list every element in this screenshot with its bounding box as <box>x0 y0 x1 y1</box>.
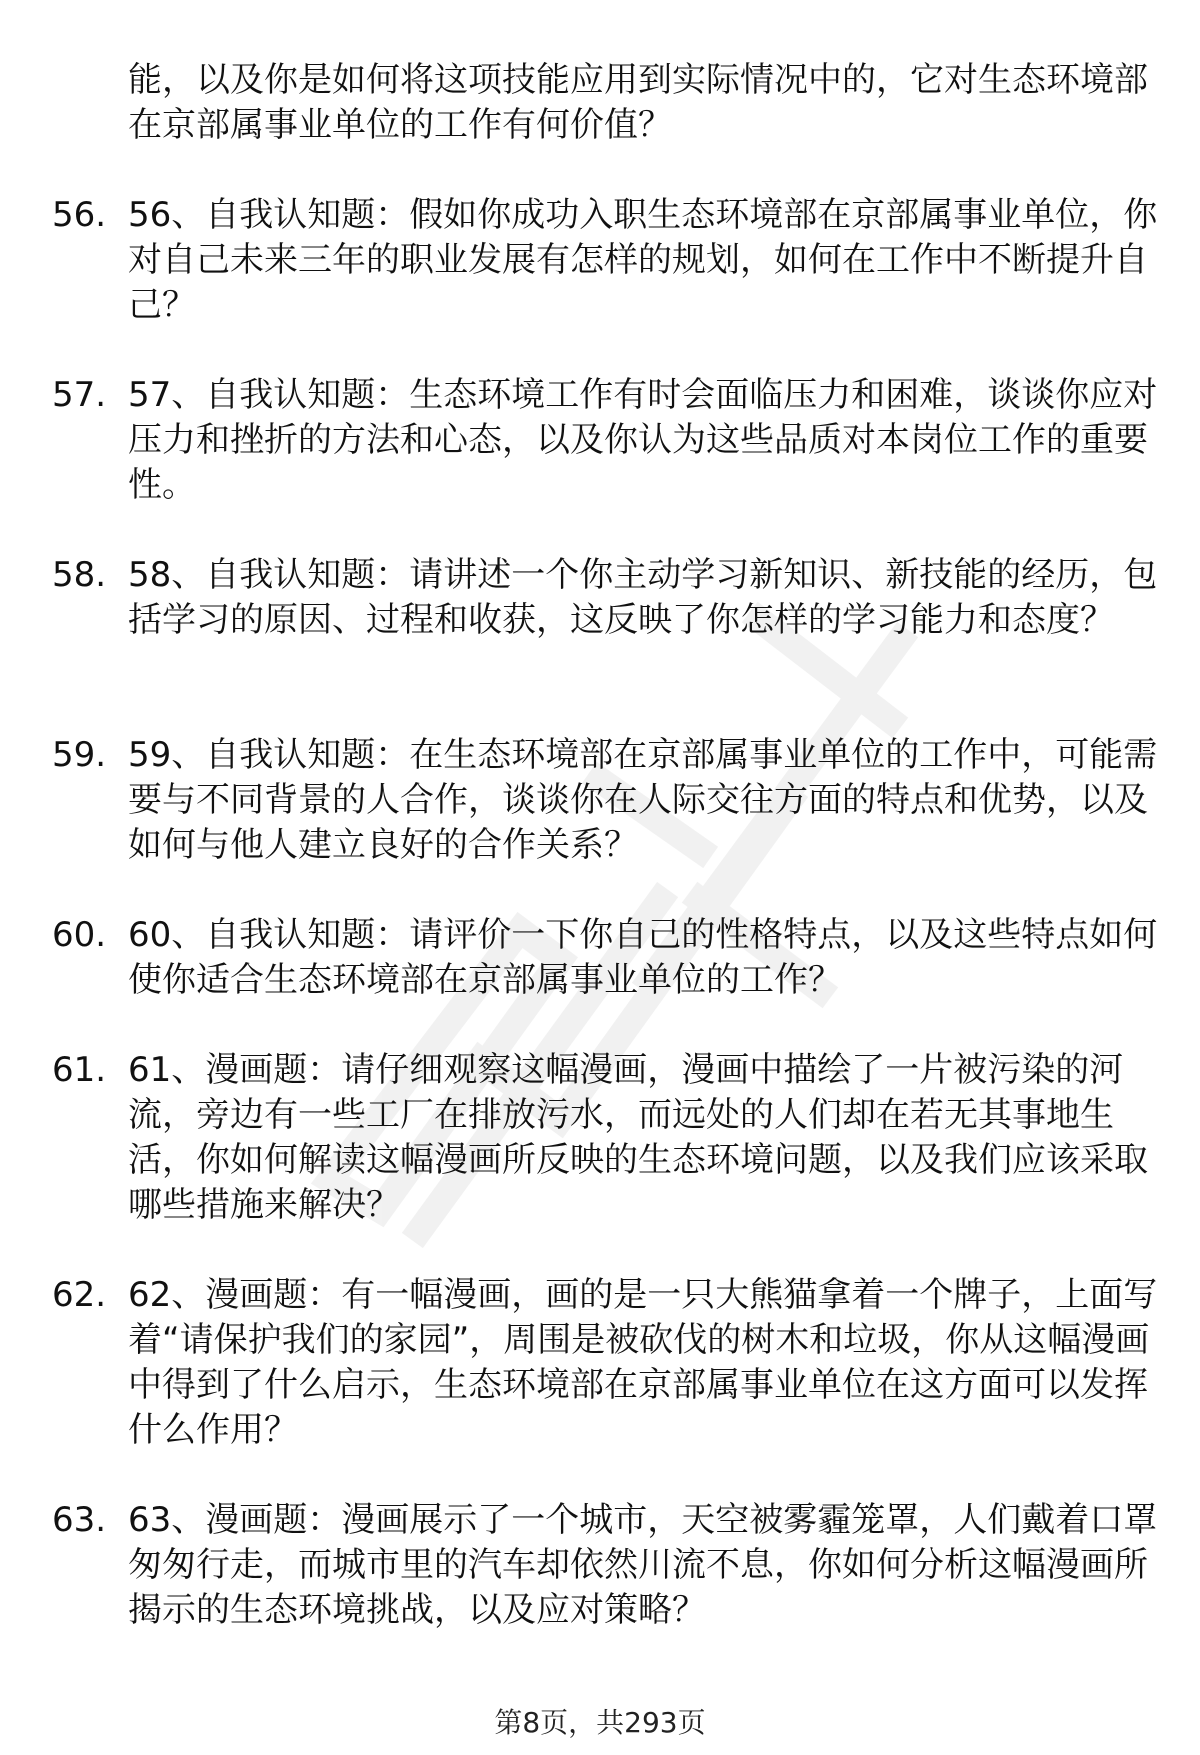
continuation-text: 能，以及你是如何将这项技能应用到实际情况中的，它对生态环境部在京部属事业单位的工作有何价值？ <box>128 60 1148 145</box>
list-number: 58. <box>52 555 107 595</box>
list-number: 61. <box>52 1050 107 1090</box>
list-text: 58、自我认知题：请讲述一个你主动学习新知识、新技能的经历，包括学习的原因、过程和收获，这反映了你怎样的学习能力和态度？ <box>128 555 1158 640</box>
list-number: 56. <box>52 195 107 235</box>
page-footer: 第8页，共293页 <box>494 1706 706 1739</box>
list-text: 62、漫画题：有一幅漫画，画的是一只大熊猫拿着一个牌子，上面写着“请保护我们的家园”，周围是被砍伐的树木和垃圾，你从这幅漫画中得到了什么启示，生态环境部在京部属事业单位在这方面可以发挥什么作用？ <box>128 1275 1158 1450</box>
list-text: 63、漫画题：漫画展示了一个城市，天空被雾霾笼罩，人们戴着口罩匆匆行走，而城市里的汽车却依然川流不息，你如何分析这幅漫画所揭示的生态环境挑战，以及应对策略？ <box>128 1500 1158 1630</box>
list-text: 57、自我认知题：生态环境工作有时会面临压力和困难，谈谈你应对压力和挫折的方法和心态，以及你认为这些品质对本岗位工作的重要性。 <box>128 375 1158 505</box>
list-number: 59. <box>52 735 107 775</box>
list-number: 63. <box>52 1500 107 1540</box>
list-number: 57. <box>52 375 107 415</box>
list-text: 61、漫画题：请仔细观察这幅漫画，漫画中描绘了一片被污染的河流，旁边有一些工厂在排放污水，而远处的人们却在若无其事地生活，你如何解读这幅漫画所反映的生态环境问题，以及我们应该采取哪些措施来解决？ <box>128 1050 1148 1225</box>
list-text: 59、自我认知题：在生态环境部在京部属事业单位的工作中，可能需要与不同背景的人合作，谈谈你在人际交往方面的特点和优势，以及如何与他人建立良好的合作关系？ <box>128 735 1158 865</box>
list-number: 62. <box>52 1275 107 1315</box>
list-text: 60、自我认知题：请评价一下你自己的性格特点，以及这些特点如何使你适合生态环境部在京部属事业单位的工作？ <box>128 915 1158 1000</box>
list-number: 60. <box>52 915 107 955</box>
list-text: 56、自我认知题：假如你成功入职生态环境部在京部属事业单位，你对自己未来三年的职业发展有怎样的规划，如何在工作中不断提升自己？ <box>128 195 1158 325</box>
